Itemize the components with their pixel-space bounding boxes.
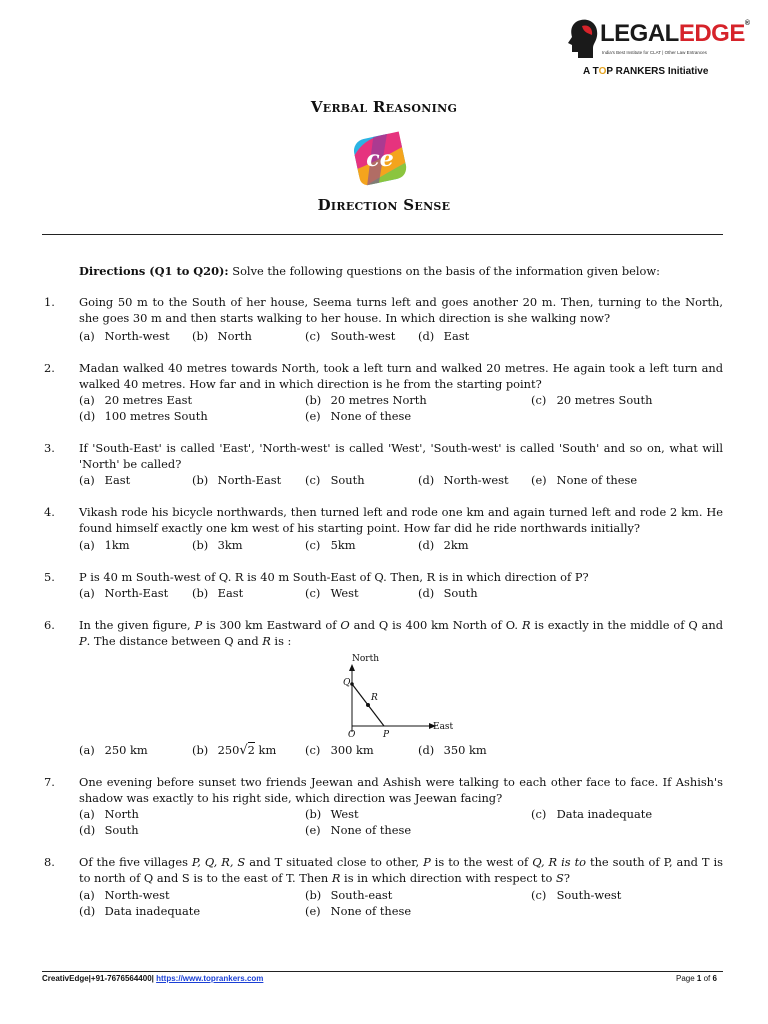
question-number: 1.: [44, 295, 55, 309]
legaledge-logo: [566, 18, 750, 88]
point-q: [350, 682, 354, 686]
option: (a) 1km: [79, 538, 130, 552]
option: (a) 20 metres East: [79, 393, 193, 407]
option: (b) East: [192, 586, 244, 600]
question-text: Vikash rode his bicycle northwards, then turned left and rode one km and again turned left and rode 2 km. He found himself exactly one km west of his starting point. How far did he ride northwards initially?: [79, 505, 723, 535]
question-text: If 'South-East' is called 'East', 'North-west' is called 'West', 'South-west' is called 'South' and so on, what will 'North' be called?: [79, 441, 723, 471]
north-arrow-icon: [349, 664, 355, 671]
question-text: P is 40 m South-west of Q. R is 40 m South-East of Q. Then, R is in which direction of P?: [79, 570, 589, 584]
option: (e) None of these: [305, 823, 412, 837]
option: (e) None of these: [305, 904, 412, 918]
option: (c) South-west: [305, 329, 396, 343]
footer-divider: [42, 971, 723, 972]
point-r-label: R: [371, 693, 378, 703]
option: (c) 20 metres South: [531, 393, 653, 407]
sqrt-icon: √: [239, 743, 248, 758]
option: (c) Data inadequate: [531, 807, 653, 821]
website-link[interactable]: https://www.toprankers.com: [156, 974, 264, 983]
question-text: Going 50 m to the South of her house, Seema turns left and goes another 20 m. Then, turning to the North, she goes 30 m and then starts walking to her house. In which direction is she walking now?: [79, 295, 723, 325]
option: (b) North: [192, 329, 252, 343]
brand-tagline: India's Best Institute for CLAT | Other Law Entrances: [602, 50, 707, 55]
topic-title: Direction Sense: [317, 196, 451, 214]
option: (d) East: [418, 329, 470, 343]
option: (e) None of these: [531, 473, 638, 487]
option: (d) 350 km: [418, 743, 487, 757]
creativedge-logo-icon: [348, 130, 412, 188]
question-text: In the given figure, P is 300 km Eastward of O and Q is 400 km North of O. R is exactly in the middle of Q and P. The distance between Q and R is :: [79, 618, 724, 648]
point-p-label: P: [383, 730, 390, 740]
option: (a) 250 km: [79, 743, 148, 757]
question-number: 3.: [44, 441, 55, 455]
point-r: [366, 703, 370, 707]
question-number: 5.: [44, 570, 55, 584]
question-number: 4.: [44, 505, 55, 519]
option: (e) None of these: [305, 409, 412, 423]
option: (a) North-west: [79, 888, 170, 902]
directions: Directions (Q1 to Q20): Solve the following questions on the basis of the information given below:: [79, 264, 660, 278]
question-number: 8.: [44, 855, 55, 869]
option: (b) 3km: [192, 538, 243, 552]
option: (d) 100 metres South: [79, 409, 208, 423]
question-number: 2.: [44, 361, 55, 375]
option: (a) East: [79, 473, 131, 487]
section-title: Verbal Reasoning: [310, 98, 458, 116]
brand-name: LEGALEDGE®: [600, 20, 750, 47]
page-number: Page 1 of 6: [676, 974, 717, 983]
head-silhouette-icon: [566, 18, 600, 64]
question-number: 7.: [44, 775, 55, 789]
direction-figure: [330, 648, 460, 740]
option: (d) South: [418, 586, 478, 600]
option: (c) South: [305, 473, 365, 487]
question-text: Of the five villages P, Q, R, S and T situated close to other, P is to the west of Q, R is to the south of P, and T is to north of Q and S is to the east of T. Then R is in which direction with respect to S?: [79, 855, 723, 885]
option: (b) 250√2 km: [192, 743, 277, 758]
option: (c) West: [305, 586, 359, 600]
option: (d) North-west: [418, 473, 509, 487]
question-text: One evening before sunset two friends Jeewan and Ashish were talking to each other face to face. If Ashish's shadow was exactly to his right side, which direction was Jeewan facing?: [79, 775, 723, 805]
option: (b) 20 metres North: [305, 393, 427, 407]
option: (a) North-west: [79, 329, 170, 343]
option: (a) North: [79, 807, 139, 821]
option: (c) 300 km: [305, 743, 374, 757]
header-divider: [42, 234, 723, 235]
option: (d) South: [79, 823, 139, 837]
question-text: Madan walked 40 metres towards North, took a left turn and walked 20 metres. He again took a left turn and walked 40 metres. How far and in which direction is he from the starting point?: [79, 361, 723, 391]
option: (c) 5km: [305, 538, 356, 552]
footer-contact: CreativEdge|+91-7676564400| https://www.toprankers.com: [42, 974, 264, 983]
option: (b) West: [305, 807, 359, 821]
option: (b) North-East: [192, 473, 282, 487]
option: (d) Data inadequate: [79, 904, 201, 918]
point-o-label: O: [348, 730, 356, 740]
option: (a) North-East: [79, 586, 169, 600]
option: (b) South-east: [305, 888, 393, 902]
figure-north-label: North: [352, 654, 380, 664]
option: (c) South-west: [531, 888, 622, 902]
question-number: 6.: [44, 618, 55, 632]
ce-logo-text: ce: [366, 146, 394, 172]
toprankers-initiative: A TOP RANKERS Initiative: [583, 66, 709, 77]
figure-east-label: East: [433, 722, 454, 732]
option: (d) 2km: [418, 538, 469, 552]
point-q-label: Q: [343, 678, 351, 688]
